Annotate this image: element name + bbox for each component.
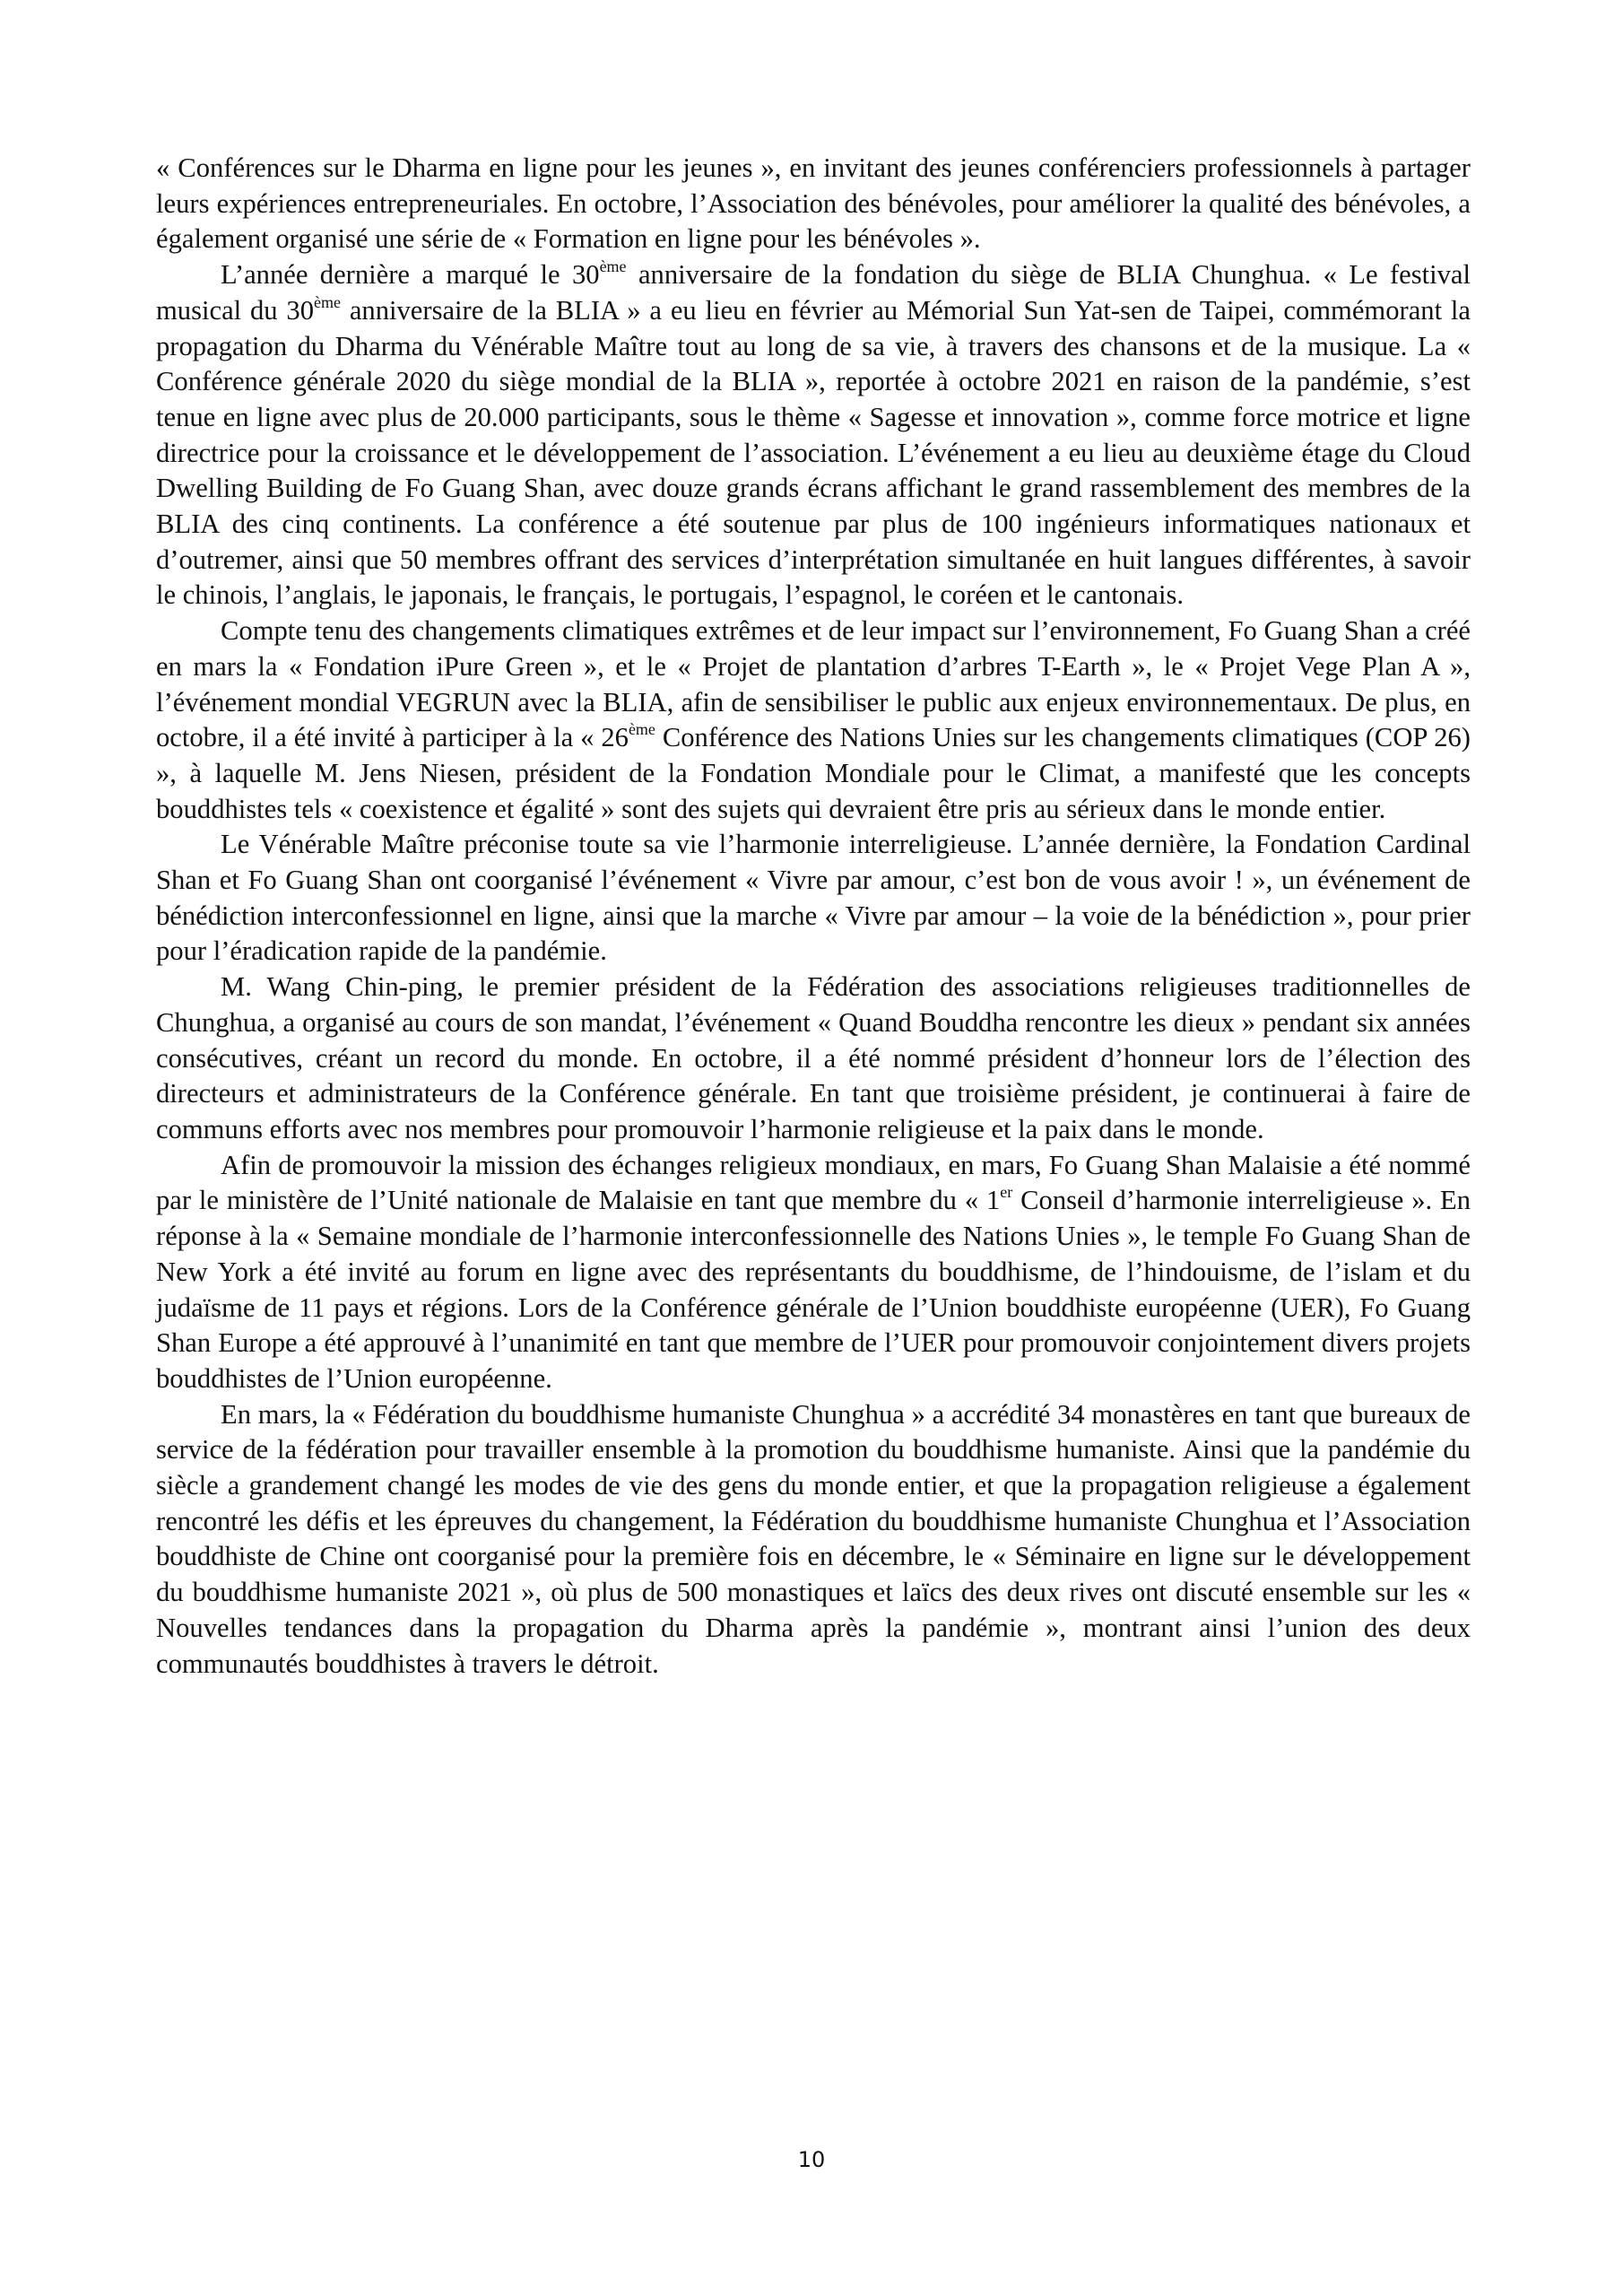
text-segment: Conseil d’harmonie interreligieuse ». En réponse à la « Semaine mondiale de l’harmonie interconfessionnelle des Nations Unies », le temple Fo Guang Shan de New York a été invité au forum en ligne avec des représentants du bouddhisme, de l’hindouisme, de l’islam et du judaïsme de 11 pays et régions. Lors de la Conférence générale de l’Union bouddhiste européenne (UER), Fo Guang Shan Europe a été approuvé à l’unanimité en tant que membre de l’UER pour promouvoir conjointement divers projets bouddhistes de l’Union européenne. (156, 1185, 1471, 1394)
text-segment: En mars, la « Fédération du bouddhisme humaniste Chunghua » a accrédité 34 monastères en tant que bureaux de service de la fédération pour travailler ensemble à la promotion du bouddhisme humaniste. Ainsi que la pandémie du siècle a grandement changé les modes de vie des gens du monde entier, et que la propagation religieuse a également rencontré les défis et les épreuves du changement, la Fédération du bouddhisme humaniste Chunghua et l’Association bouddhiste de Chine ont coorganisé pour la première fois en décembre, le « Séminaire en ligne sur le développement du bouddhisme humaniste 2021 », où plus de 500 monastiques et laïcs des deux rives ont discuté ensemble sur les « Nouvelles tendances dans la propagation du Dharma après la pandémie », montrant ainsi l’union des deux communautés bouddhistes à travers le détroit. (156, 1398, 1471, 1679)
paragraph-4 (156, 827, 1471, 970)
text-segment: anniversaire de la fondation du siège de BLIA Chunghua. « Le festival musical du 30 (156, 259, 1471, 326)
page-number: 10 (797, 2147, 826, 2172)
text-segment: M. Wang Chin-ping, le premier président de la Fédération des associations religieuses traditionnelles de Chunghua, a organisé au cours de son mandat, l’événement « Quand Bouddha rencontre les dieux » pendant six années consécutives, créant un record du monde. En octobre, il a été nommé président d’honneur lors de l’élection des directeurs et administrateurs de la Conférence générale. En tant que troisième président, je continuerai à faire de communs efforts avec nos membres pour promouvoir l’harmonie religieuse et la paix dans le monde. (156, 971, 1471, 1144)
paragraph-5 (156, 970, 1471, 1148)
text-segment: Afin de promouvoir la mission des échanges religieux mondiaux, en mars, Fo Guang Shan Malaisie a été nommé par le ministère de l’Unité nationale de Malaisie en tant que membre du « 1 (156, 1149, 1471, 1216)
paragraph-2 (156, 257, 1471, 613)
paragraph-7 (156, 1397, 1471, 1683)
document-body (156, 151, 1471, 1682)
text-segment: anniversaire de la BLIA » a eu lieu en février au Mémorial Sun Yat-sen de Taipei, commémorant la propagation du Dharma du Vénérable Maître tout au long de sa vie, à travers des chansons et de la musique. La « Conférence générale 2020 du siège mondial de la BLIA », reportée à octobre 2021 en raison de la pandémie, s’est tenue en ligne avec plus de 20.000 participants, sous le thème « Sagesse et innovation », comme force motrice et ligne directrice pour la croissance et le développement de l’association. L’événement a eu lieu au deuxième étage du Cloud Dwelling Building de Fo Guang Shan, avec douze grands écrans affichant le grand rassemblement des membres de la BLIA des cinq continents. La conférence a été soutenue par plus de 100 ingénieurs informatiques nationaux et d’outremer, ainsi que 50 membres offrant des services d’interprétation simultanée en huit langues différentes, à savoir le chinois, l’anglais, le japonais, le français, le portugais, l’espagnol, le coréen et le cantonais. (156, 294, 1471, 611)
text-segment: L’année dernière a marqué le 30 (221, 259, 600, 291)
superscript: ème (599, 257, 627, 275)
paragraph-1 (156, 151, 1471, 257)
superscript: ème (628, 720, 655, 739)
text-segment: Le Vénérable Maître préconise toute sa vie l’harmonie interreligieuse. L’année dernière, la Fondation Cardinal Shan et Fo Guang Shan ont coorganisé l’événement « Vivre par amour, c’est bon de vous avoir ! », un événement de bénédiction interconfessionnel en ligne, ainsi que la marche « Vivre par amour – la voie de la bénédiction », pour prier pour l’éradication rapide de la pandémie. (156, 829, 1471, 967)
paragraph-6 (156, 1148, 1471, 1397)
text-segment: Conférence des Nations Unies sur les changements climatiques (COP 26) », à laquelle M. Jens Niesen, président de la Fondation Mondiale pour le Climat, a manifesté que les concepts bouddhistes tels « coexistence et égalité » sont des sujets qui devraient être pris au sérieux dans le monde entier. (156, 722, 1471, 824)
superscript: er (1000, 1183, 1013, 1202)
text-segment: Compte tenu des changements climatiques extrêmes et de leur impact sur l’environnement, Fo Guang Shan a créé en mars la « Fondation iPure Green », et le « Projet de plantation d’arbres T-Earth », le « Projet Vege Plan A », l’événement mondial VEGRUN avec la BLIA, afin de sensibiliser le public aux enjeux environnementaux. De plus, en octobre, il a été invité à participer à la « 26 (156, 615, 1471, 753)
text-segment: « Conférences sur le Dharma en ligne pour les jeunes », en invitant des jeunes conférenciers professionnels à partager leurs expériences entrepreneuriales. En octobre, l’Association des bénévoles, pour améliorer la qualité des bénévoles, a également organisé une série de « Formation en ligne pour les bénévoles ». (156, 152, 1471, 255)
paragraph-3 (156, 613, 1471, 827)
superscript: ème (314, 292, 341, 311)
